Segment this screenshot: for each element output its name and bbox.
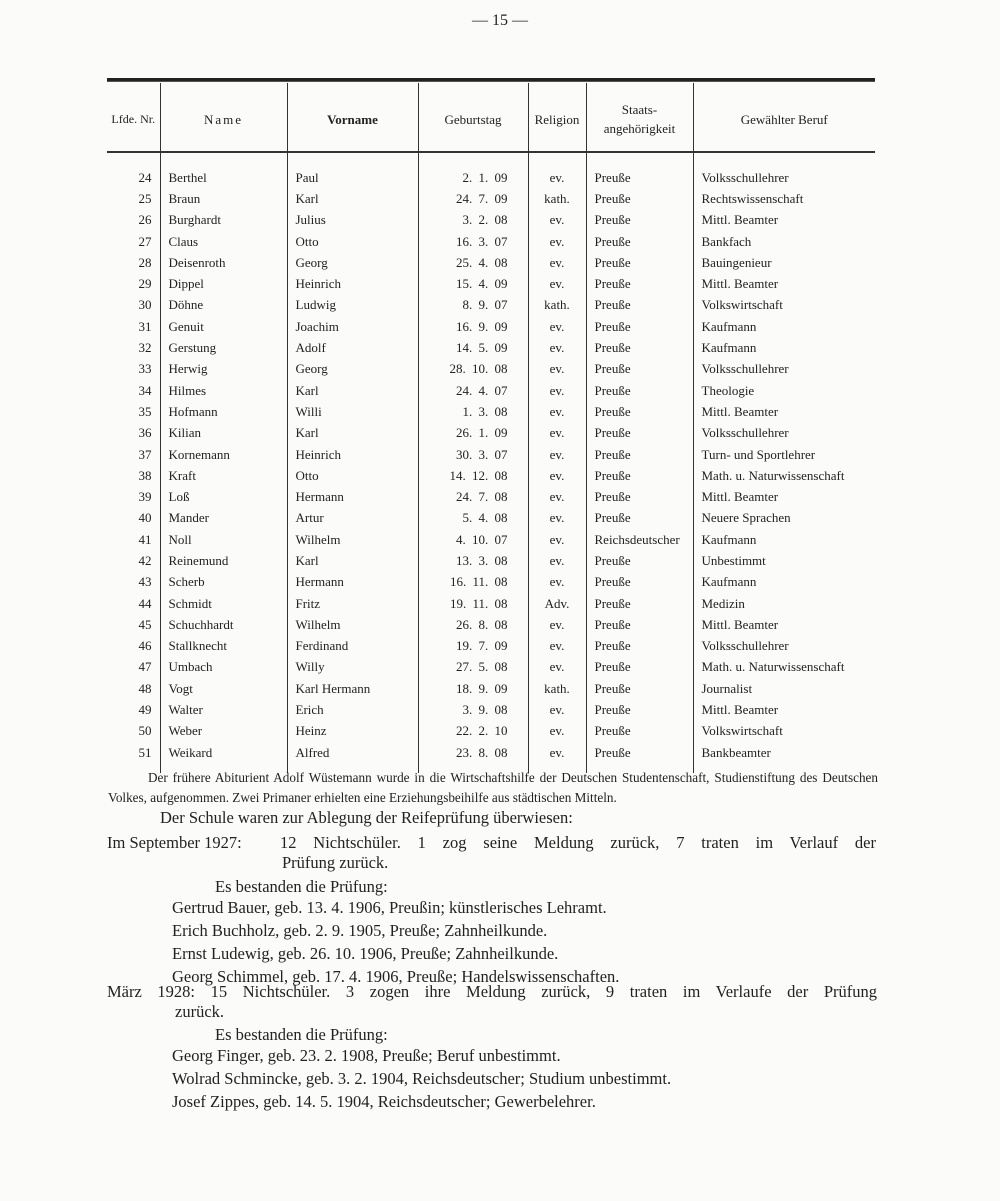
row-geburtstag: 4. 10. 07 (418, 529, 528, 550)
row-beruf: Journalist (693, 678, 875, 699)
row-geburtstag: 2. 1. 09 (418, 155, 528, 188)
row-nr: 42 (138, 552, 152, 568)
table-row (107, 550, 875, 571)
row-religion: ev. (528, 359, 586, 380)
row-geburtstag: 3. 2. 08 (418, 210, 528, 231)
row-beruf: Math. u. Naturwissenschaft (693, 465, 875, 486)
row-nr: 25 (138, 190, 152, 206)
row-religion: ev. (528, 529, 586, 550)
row-staat: Preuße (586, 210, 693, 231)
row-staat: Preuße (586, 401, 693, 422)
row-geburtstag: 26. 8. 08 (418, 614, 528, 635)
table-row (107, 401, 875, 422)
row-nr: 48 (138, 680, 152, 696)
row-staat: Preuße (586, 423, 693, 444)
row-nr: 51 (138, 744, 152, 760)
september-label: Im September 1927: (107, 833, 242, 852)
row-staat: Preuße (586, 188, 693, 209)
table-header (107, 83, 875, 155)
table-row (107, 699, 875, 720)
row-beruf: Rechtswissenschaft (693, 188, 875, 209)
row-religion: ev. (528, 465, 586, 486)
row-name: Claus (160, 231, 287, 252)
row-religion: ev. (528, 423, 586, 444)
row-religion: ev. (528, 508, 586, 529)
row-name: Genuit (160, 316, 287, 337)
row-staat: Preuße (586, 678, 693, 699)
row-beruf: Turn- und Sportlehrer (693, 444, 875, 465)
table-row (107, 508, 875, 529)
row-vorname: Alfred (287, 742, 418, 773)
exam-entry: Josef Zippes, geb. 14. 5. 1904, Reichsdeutscher; Gewerbelehrer. (172, 1092, 596, 1111)
row-vorname: Artur (287, 508, 418, 529)
row-staat: Preuße (586, 614, 693, 635)
row-geburtstag: 8. 9. 07 (418, 295, 528, 316)
row-religion: ev. (528, 273, 586, 294)
header-nr: Lfde. Nr. (111, 111, 156, 126)
row-staat: Reichsdeutscher (586, 529, 693, 550)
row-vorname: Heinz (287, 721, 418, 742)
row-staat: Preuße (586, 231, 693, 252)
exam-entry: Ernst Ludewig, geb. 26. 10. 1906, Preuße; Zahnheilkunde. (172, 944, 559, 963)
row-geburtstag: 13. 3. 08 (418, 550, 528, 571)
table-row (107, 252, 875, 273)
table-row (107, 636, 875, 657)
row-beruf: Kaufmann (693, 337, 875, 358)
september-text: 12 Nichtschüler. 1 zog seine Meldung zurück, 7 traten im Verlauf der (280, 833, 876, 852)
row-beruf: Mittl. Beamter (693, 273, 875, 294)
row-nr: 30 (138, 297, 152, 313)
row-beruf: Volksschullehrer (693, 155, 875, 188)
row-staat: Preuße (586, 337, 693, 358)
row-geburtstag: 24. 4. 07 (418, 380, 528, 401)
row-religion: ev. (528, 572, 586, 593)
row-vorname: Otto (287, 231, 418, 252)
passed-heading-1: Es bestanden die Prüfung: (215, 877, 388, 896)
row-geburtstag: 15. 4. 09 (418, 273, 528, 294)
row-nr: 41 (138, 531, 152, 547)
row-vorname: Julius (287, 210, 418, 231)
row-name: Stallknecht (160, 636, 287, 657)
row-vorname: Paul (287, 155, 418, 188)
row-staat: Preuße (586, 636, 693, 657)
table-row (107, 529, 875, 550)
row-geburtstag: 16. 11. 08 (418, 572, 528, 593)
row-beruf: Volksschullehrer (693, 359, 875, 380)
row-vorname: Karl (287, 188, 418, 209)
row-name: Noll (160, 529, 287, 550)
row-staat: Preuße (586, 742, 693, 773)
row-religion: ev. (528, 210, 586, 231)
row-name: Kornemann (160, 444, 287, 465)
row-beruf: Mittl. Beamter (693, 699, 875, 720)
top-rule (107, 78, 875, 82)
row-nr: 43 (138, 574, 152, 590)
row-name: Kraft (160, 465, 287, 486)
september-text-cont: Prüfung zurück. (282, 853, 389, 872)
row-nr: 38 (138, 467, 152, 483)
row-nr: 32 (138, 340, 152, 356)
row-geburtstag: 22. 2. 10 (418, 721, 528, 742)
row-geburtstag: 1. 3. 08 (418, 401, 528, 422)
row-name: Vogt (160, 678, 287, 699)
row-vorname: Georg (287, 359, 418, 380)
row-religion: kath. (528, 678, 586, 699)
row-vorname: Willi (287, 401, 418, 422)
table-row (107, 273, 875, 294)
row-staat: Preuße (586, 252, 693, 273)
row-nr: 44 (138, 595, 152, 611)
header-vorname: Vorname (287, 83, 418, 155)
row-vorname: Karl (287, 550, 418, 571)
row-religion: ev. (528, 316, 586, 337)
row-name: Walter (160, 699, 287, 720)
row-geburtstag: 14. 5. 09 (418, 337, 528, 358)
row-beruf: Mittl. Beamter (693, 401, 875, 422)
row-nr: 50 (138, 723, 152, 739)
row-vorname: Heinrich (287, 444, 418, 465)
row-religion: ev. (528, 231, 586, 252)
table-row (107, 359, 875, 380)
exam-entry: Georg Schimmel, geb. 17. 4. 1906, Preuße; Handelswissenschaften. (172, 967, 620, 986)
row-staat: Preuße (586, 359, 693, 380)
row-beruf: Kaufmann (693, 316, 875, 337)
row-name: Weber (160, 721, 287, 742)
row-beruf: Math. u. Naturwissenschaft (693, 657, 875, 678)
row-geburtstag: 30. 3. 07 (418, 444, 528, 465)
header-staatsangehoerigkeit: Staats- angehörigkeit (586, 83, 693, 155)
row-nr: 36 (138, 425, 152, 441)
row-vorname: Ludwig (287, 295, 418, 316)
row-religion: ev. (528, 550, 586, 571)
row-beruf: Theologie (693, 380, 875, 401)
row-nr: 46 (138, 638, 152, 654)
footnote-text: Der frühere Abiturient Adolf Wüstemann wurde in die Wirtschaftshilfe der Deutschen Studentenschaft, Studienstiftung des Deutschen Volkes, aufgenommen. Zwei Primaner erhielten eine Erziehungsbeihilfe aus städtischen Mitteln. (108, 770, 878, 805)
row-staat: Preuße (586, 721, 693, 742)
row-staat: Preuße (586, 508, 693, 529)
student-table (107, 78, 875, 773)
row-staat: Preuße (586, 657, 693, 678)
row-vorname: Karl (287, 423, 418, 444)
row-geburtstag: 5. 4. 08 (418, 508, 528, 529)
table-row (107, 593, 875, 614)
row-vorname: Ferdinand (287, 636, 418, 657)
row-vorname: Wilhelm (287, 614, 418, 635)
row-beruf: Bauingenieur (693, 252, 875, 273)
row-geburtstag: 24. 7. 09 (418, 188, 528, 209)
table-row (107, 423, 875, 444)
row-staat: Preuße (586, 316, 693, 337)
row-nr: 29 (138, 276, 152, 292)
table-row (107, 465, 875, 486)
exam-entry: Georg Finger, geb. 23. 2. 1908, Preuße; Beruf unbestimmt. (172, 1046, 561, 1065)
row-beruf: Bankbeamter (693, 742, 875, 773)
row-geburtstag: 19. 11. 08 (418, 593, 528, 614)
row-beruf: Volksschullehrer (693, 423, 875, 444)
row-beruf: Kaufmann (693, 572, 875, 593)
row-nr: 47 (138, 659, 152, 675)
row-vorname: Wilhelm (287, 529, 418, 550)
table-row (107, 657, 875, 678)
row-staat: Preuße (586, 465, 693, 486)
row-religion: Adv. (528, 593, 586, 614)
page-number: — 15 — (472, 12, 528, 29)
passed-heading-2: Es bestanden die Prüfung: (215, 1025, 388, 1044)
row-beruf: Volksschullehrer (693, 636, 875, 657)
header-religion: Religion (528, 83, 586, 155)
row-beruf: Medizin (693, 593, 875, 614)
row-staat: Preuße (586, 593, 693, 614)
row-religion: ev. (528, 444, 586, 465)
row-vorname: Karl Hermann (287, 678, 418, 699)
row-vorname: Willy (287, 657, 418, 678)
header-geburtstag: Geburtstag (418, 83, 528, 155)
row-religion: ev. (528, 636, 586, 657)
row-nr: 26 (138, 212, 152, 228)
row-nr: 24 (138, 169, 152, 185)
row-vorname: Joachim (287, 316, 418, 337)
row-name: Burghardt (160, 210, 287, 231)
row-vorname: Adolf (287, 337, 418, 358)
row-geburtstag: 25. 4. 08 (418, 252, 528, 273)
row-geburtstag: 28. 10. 08 (418, 359, 528, 380)
row-vorname: Karl (287, 380, 418, 401)
row-beruf: Neuere Sprachen (693, 508, 875, 529)
row-religion: kath. (528, 295, 586, 316)
row-vorname: Fritz (287, 593, 418, 614)
header-beruf: Gewählter Beruf (693, 83, 875, 155)
march-text-cont: zurück. (175, 1002, 225, 1021)
header-name: Name (160, 83, 287, 155)
header-rule (107, 151, 875, 153)
row-nr: 28 (138, 254, 152, 270)
row-religion: ev. (528, 486, 586, 507)
table-row (107, 572, 875, 593)
exam-entry: Wolrad Schmincke, geb. 3. 2. 1904, Reichsdeutscher; Studium unbestimmt. (172, 1069, 672, 1088)
row-nr: 33 (138, 361, 152, 377)
row-religion: ev. (528, 401, 586, 422)
row-geburtstag: 16. 3. 07 (418, 231, 528, 252)
table-row (107, 721, 875, 742)
row-name: Hilmes (160, 380, 287, 401)
row-name: Herwig (160, 359, 287, 380)
row-geburtstag: 18. 9. 09 (418, 678, 528, 699)
table-row (107, 295, 875, 316)
row-geburtstag: 27. 5. 08 (418, 657, 528, 678)
row-vorname: Erich (287, 699, 418, 720)
row-vorname: Heinrich (287, 273, 418, 294)
row-name: Braun (160, 188, 287, 209)
row-staat: Preuße (586, 572, 693, 593)
row-geburtstag: 14. 12. 08 (418, 465, 528, 486)
row-religion: ev. (528, 657, 586, 678)
row-beruf: Kaufmann (693, 529, 875, 550)
row-name: Berthel (160, 155, 287, 188)
row-religion: ev. (528, 380, 586, 401)
row-staat: Preuße (586, 273, 693, 294)
table-row (107, 188, 875, 209)
row-staat: Preuße (586, 155, 693, 188)
intro-text: Der Schule waren zur Ablegung der Reifeprüfung überwiesen: (160, 808, 573, 827)
row-nr: 39 (138, 489, 152, 505)
row-name: Weikard (160, 742, 287, 773)
footnote (108, 768, 878, 808)
row-staat: Preuße (586, 486, 693, 507)
row-beruf: Mittl. Beamter (693, 486, 875, 507)
row-name: Reinemund (160, 550, 287, 571)
exam-entry: Gertrud Bauer, geb. 13. 4. 1906, Preußin; künstlerisches Lehramt. (172, 898, 607, 917)
row-name: Dippel (160, 273, 287, 294)
row-staat: Preuße (586, 699, 693, 720)
row-staat: Preuße (586, 295, 693, 316)
row-geburtstag: 16. 9. 09 (418, 316, 528, 337)
row-staat: Preuße (586, 444, 693, 465)
row-name: Schuchhardt (160, 614, 287, 635)
table-row (107, 486, 875, 507)
row-geburtstag: 19. 7. 09 (418, 636, 528, 657)
row-beruf: Volkswirtschaft (693, 721, 875, 742)
row-vorname: Hermann (287, 572, 418, 593)
table-row (107, 678, 875, 699)
row-religion: ev. (528, 155, 586, 188)
row-vorname: Georg (287, 252, 418, 273)
table-row (107, 614, 875, 635)
row-nr: 40 (138, 510, 152, 526)
row-nr: 49 (138, 702, 152, 718)
row-religion: ev. (528, 252, 586, 273)
row-geburtstag: 26. 1. 09 (418, 423, 528, 444)
row-religion: kath. (528, 188, 586, 209)
row-beruf: Volkswirtschaft (693, 295, 875, 316)
table-row (107, 155, 875, 188)
table-row (107, 316, 875, 337)
row-nr: 37 (138, 446, 152, 462)
table-row (107, 210, 875, 231)
row-name: Kilian (160, 423, 287, 444)
row-name: Mander (160, 508, 287, 529)
table-row (107, 231, 875, 252)
table-row (107, 380, 875, 401)
row-name: Scherb (160, 572, 287, 593)
row-beruf: Unbestimmt (693, 550, 875, 571)
exam-entry: Erich Buchholz, geb. 2. 9. 1905, Preuße; Zahnheilkunde. (172, 921, 548, 940)
row-geburtstag: 23. 8. 08 (418, 742, 528, 773)
row-religion: ev. (528, 721, 586, 742)
row-name: Gerstung (160, 337, 287, 358)
row-name: Deisenroth (160, 252, 287, 273)
row-vorname: Otto (287, 465, 418, 486)
row-nr: 27 (138, 233, 152, 249)
row-staat: Preuße (586, 380, 693, 401)
row-religion: ev. (528, 614, 586, 635)
row-name: Schmidt (160, 593, 287, 614)
row-name: Loß (160, 486, 287, 507)
row-religion: ev. (528, 699, 586, 720)
row-geburtstag: 3. 9. 08 (418, 699, 528, 720)
row-vorname: Hermann (287, 486, 418, 507)
table-row (107, 337, 875, 358)
table-row (107, 444, 875, 465)
row-beruf: Mittl. Beamter (693, 210, 875, 231)
row-nr: 35 (138, 403, 152, 419)
row-religion: ev. (528, 742, 586, 773)
row-nr: 34 (138, 382, 152, 398)
row-beruf: Bankfach (693, 231, 875, 252)
row-geburtstag: 24. 7. 08 (418, 486, 528, 507)
row-name: Umbach (160, 657, 287, 678)
row-religion: ev. (528, 337, 586, 358)
row-nr: 31 (138, 318, 152, 334)
row-nr: 45 (138, 616, 152, 632)
row-name: Döhne (160, 295, 287, 316)
row-name: Hofmann (160, 401, 287, 422)
row-beruf: Mittl. Beamter (693, 614, 875, 635)
march-text: März 1928: 15 Nichtschüler. 3 zogen ihre Meldung zurück, 9 traten im Verlaufe der Prüfung (107, 982, 877, 1001)
row-staat: Preuße (586, 550, 693, 571)
